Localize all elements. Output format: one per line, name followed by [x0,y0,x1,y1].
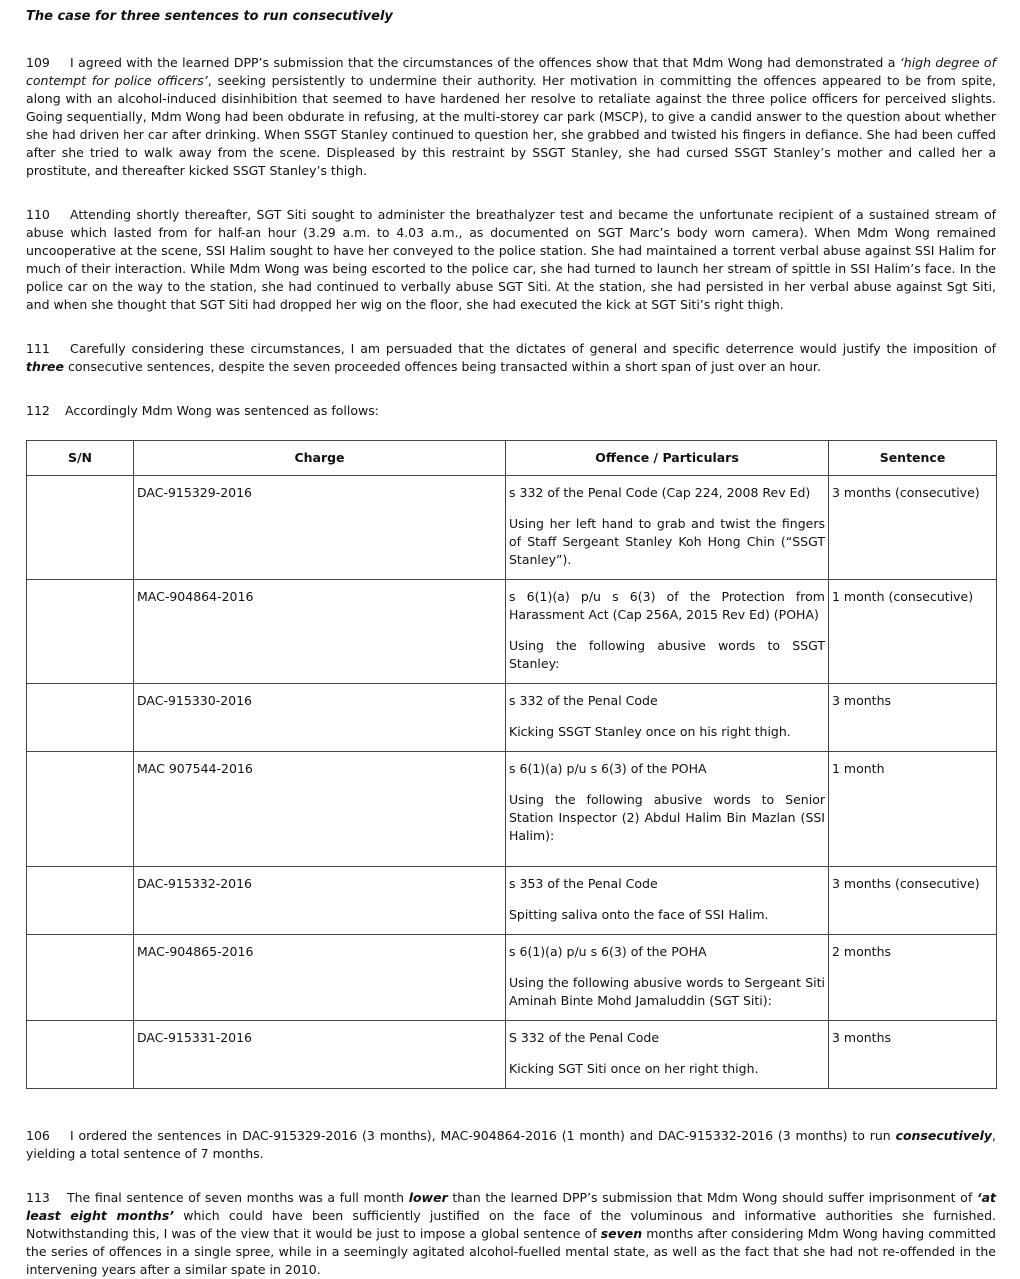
emphasis-text: seven [600,1226,643,1241]
offence-cell [506,580,829,684]
table-row [27,580,997,684]
offence-cell [506,1021,829,1089]
sentence-cell: 2 months [829,935,997,1021]
paragraph-text: which could have been sufficiently justified on the face of the voluminous and informative authorities she furnished. Notwithstanding this, I was of the view that it would be just to impose a global sentence of [26,1208,996,1241]
paragraph-number: 113 [26,1190,50,1205]
paragraph-text: The final sentence of seven months was a full month [67,1190,409,1205]
paragraph-number: 110 [26,207,50,222]
paragraph-text: months after considering Mdm Wong having committed the series of offences in a single spree, while in a seemingly agitated alcohol-fuelled mental state, as well as the fact that she had not re-offended in the intervening years after a similar spate in 2010. [26,1226,996,1277]
sn-cell [27,580,134,684]
offence-provision: s 353 of the Penal Code [509,876,658,891]
emphasis-text: consecutively [895,1128,993,1143]
paragraph-106 [26,1127,996,1163]
offence-particulars: Using the following abusive words to SSGT Stanley: [509,638,825,671]
offence-cell [506,476,829,580]
section-heading: The case for three sentences to run consecutively [26,9,393,24]
sn-cell [27,476,134,580]
sn-cell [27,684,134,752]
charge-cell: MAC 907544-2016 [134,752,506,867]
judgment-page [26,8,996,1279]
offence-cell [506,684,829,752]
offence-particulars: Using the following abusive words to Senior Station Inspector (2) Abdul Halim Bin Mazlan (SSI Halim): [509,792,825,843]
offence-cell [506,752,829,867]
emphasis-text: ‘at least eight months’ [26,1190,996,1223]
paragraph-text: Accordingly Mdm Wong was sentenced as follows: [65,403,379,418]
column-header-charge: Charge [134,441,506,476]
quoted-phrase: ‘high degree of contempt for police officers’ [26,55,996,88]
paragraph-number: 109 [26,55,50,70]
offence-provision: s 332 of the Penal Code (Cap 224, 2008 Rev Ed) [509,485,811,500]
sentence-cell: 3 months [829,1021,997,1089]
paragraph-text: I agreed with the learned DPP’s submission that the circumstances of the offences show that that Mdm Wong had demonstrated a [70,55,900,70]
table-row [27,867,997,935]
paragraph-number: 111 [26,341,50,356]
sentencing-table [26,440,997,1089]
offence-particulars: Kicking SGT Siti once on her right thigh. [509,1061,759,1076]
sn-cell [27,867,134,935]
table-row [27,476,997,580]
table-row [27,752,997,867]
charge-cell: DAC-915329-2016 [134,476,506,580]
emphasis-text: lower [408,1190,448,1205]
paragraph-111 [26,340,996,376]
offence-particulars: Using the following abusive words to Sergeant Siti Aminah Binte Mohd Jamaluddin (SGT Siti): [509,975,825,1008]
column-header-offence: Offence / Particulars [506,441,829,476]
paragraph-text: consecutive sentences, despite the seven proceeded offences being transacted within a short span of just over an hour. [64,359,821,374]
sentence-cell: 3 months [829,684,997,752]
offence-cell [506,935,829,1021]
offence-cell [506,867,829,935]
offence-provision: S 332 of the Penal Code [509,1030,660,1045]
paragraph-number: 112 [26,403,50,418]
sn-cell [27,1021,134,1089]
charge-cell: DAC-915331-2016 [134,1021,506,1089]
offence-provision: s 6(1)(a) p/u s 6(3) of the Protection from Harassment Act (Cap 256A, 2015 Rev Ed) (POHA) [509,589,825,622]
sn-cell [27,935,134,1021]
paragraph-110 [26,206,996,314]
sentence-cell: 3 months (consecutive) [829,476,997,580]
paragraph-number: 106 [26,1128,50,1143]
paragraph-text: , seeking persistently to undermine their authority. Her motivation in committing the offences appeared to be from spite, along with an alcohol-induced disinhibition that seemed to have hardened her resolve to retaliate against the three police officers for perceived slights. Going sequentially, Mdm Wong had been obdurate in refusing, at the multi-storey car park (MSCP), to give a candid answer to the question about whether she had driven her car after drinking. When SSGT Stanley continued to question her, she grabbed and twisted his fingers in defiance. She had been cuffed after she tried to walk away from the scene. Displeased by this restraint by SSGT Stanley, she had cursed SSGT Stanley’s mother and called her a prostitute, and thereafter kicked SSGT Stanley’s thigh. [26,73,996,178]
charge-cell: DAC-915330-2016 [134,684,506,752]
offence-provision: s 6(1)(a) p/u s 6(3) of the POHA [509,944,707,959]
offence-provision: s 6(1)(a) p/u s 6(3) of the POHA [509,761,707,776]
table-header-row [27,441,997,476]
table-row [27,684,997,752]
charge-cell: MAC-904865-2016 [134,935,506,1021]
column-header-sn: S/N [27,441,134,476]
emphasis-text: three [26,359,64,374]
sentence-cell: 3 months (consecutive) [829,867,997,935]
paragraph-text: Attending shortly thereafter, SGT Siti sought to administer the breathalyzer test and became the unfortunate recipient of a sustained stream of abuse which lasted from for half-an hour (3.29 a.m. to 4.03 a.m., as documented on SGT Marc’s body worn camera). When Mdm Wong remained uncooperative at the scene, SSI Halim sought to have her conveyed to the police station. She had maintained a torrent verbal abuse against SSI Halim for much of their interaction. While Mdm Wong was being escorted to the police car, she had turned to launch her stream of spittle in SSI Halim’s face. In the police car on the way to the station, she had continued to verbally abuse SGT Siti. At the station, she had persisted in her verbal abuse against Sgt Siti, and when she thought that SGT Siti had dropped her wig on the floor, she had executed the kick at SGT Siti’s right thigh. [26,207,996,312]
column-header-sentence: Sentence [829,441,997,476]
paragraph-109 [26,54,996,180]
paragraph-text: Carefully considering these circumstances, I am persuaded that the dictates of general and specific deterrence would justify the imposition of [70,341,996,356]
offence-particulars: Kicking SSGT Stanley once on his right thigh. [509,724,791,739]
charge-cell: DAC-915332-2016 [134,867,506,935]
sentence-cell: 1 month (consecutive) [829,580,997,684]
paragraph-112 [26,402,996,420]
paragraph-113 [26,1189,996,1279]
charge-cell: MAC-904864-2016 [134,580,506,684]
paragraph-text: , yielding a total sentence of 7 months. [26,1128,996,1161]
offence-provision: s 332 of the Penal Code [509,693,658,708]
sentence-cell: 1 month [829,752,997,867]
offence-particulars: Using her left hand to grab and twist the fingers of Staff Sergeant Stanley Koh Hong Chin (“SSGT Stanley”). [509,516,825,567]
paragraph-text: than the learned DPP’s submission that Mdm Wong should suffer imprisonment of [447,1190,977,1205]
table-row [27,1021,997,1089]
paragraph-text: I ordered the sentences in DAC-915329-2016 (3 months), MAC-904864-2016 (1 month) and DAC-915332-2016 (3 months) to run [70,1128,896,1143]
table-row [27,935,997,1021]
sn-cell [27,752,134,867]
offence-particulars: Spitting saliva onto the face of SSI Halim. [509,907,769,922]
